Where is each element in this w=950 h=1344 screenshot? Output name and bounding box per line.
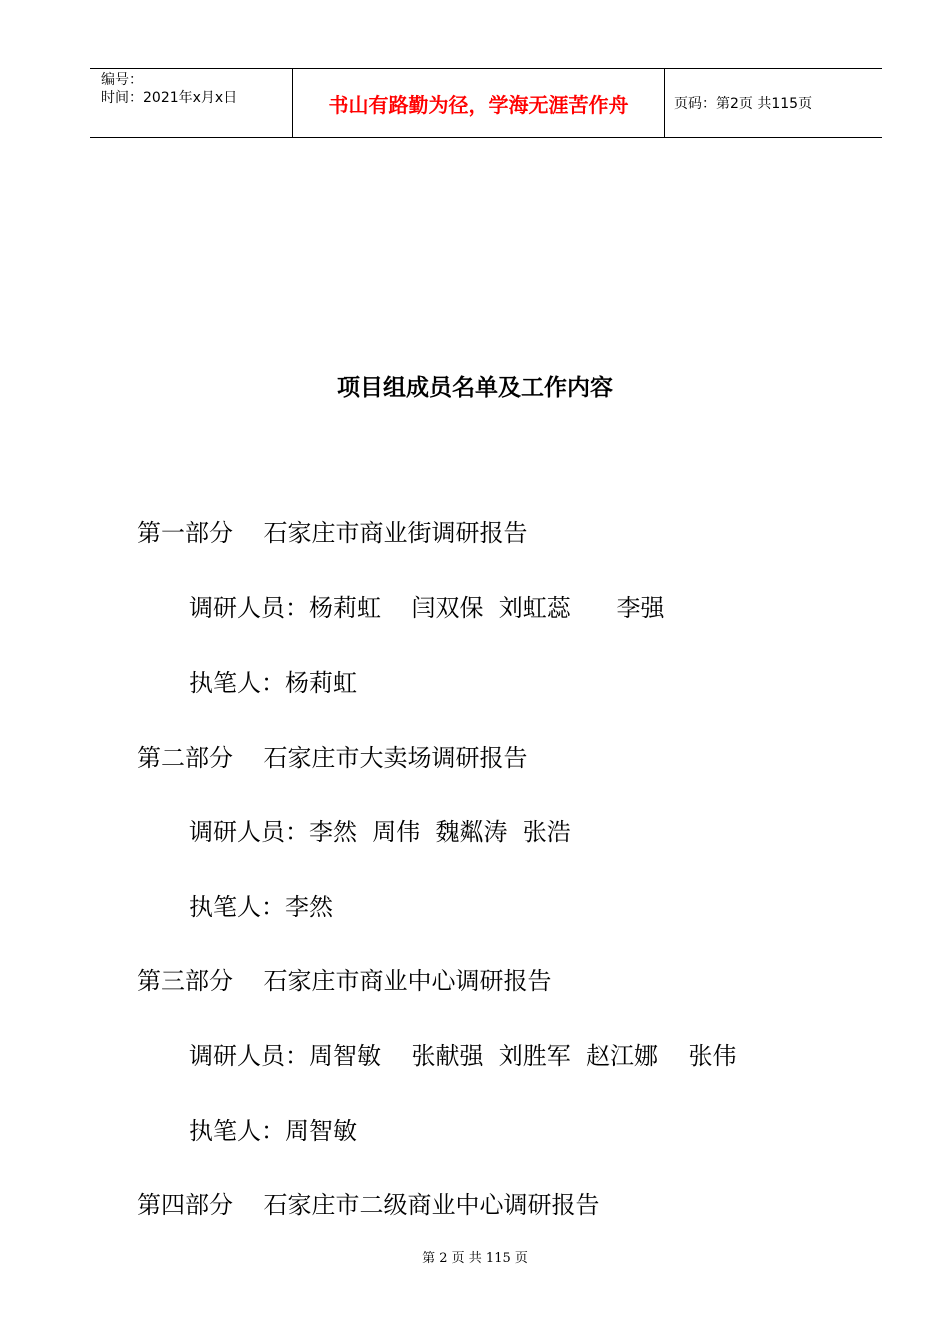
section-researchers-3: 调研人员：周智敏 张献强 刘胜军 赵江娜 张伟 xyxy=(189,1042,737,1070)
header-page-info: 页码：第2页 共115页 xyxy=(674,96,813,112)
section-writer-2: 执笔人：李然 xyxy=(189,893,333,921)
section-researchers-2: 调研人员：李然 周伟 魏粼涛 张浩 xyxy=(189,818,571,846)
section-heading-3: 第三部分 石家庄市商业中心调研报告 xyxy=(137,967,552,995)
section-writer-1: 执笔人：杨莉虹 xyxy=(189,669,357,697)
section-heading-2: 第二部分 石家庄市大卖场调研报告 xyxy=(137,744,528,772)
document-number-label: 编号： xyxy=(101,72,143,88)
page-header xyxy=(90,68,882,138)
header-motto: 书山有路勤为径，学海无涯苦作舟 xyxy=(293,69,665,137)
section-researchers-1: 调研人员：杨莉虹 闫双保 刘虹蕊 李强 xyxy=(189,594,665,622)
page-footer: 第 2 页 共 115 页 xyxy=(422,1251,528,1266)
section-heading-1: 第一部分 石家庄市商业街调研报告 xyxy=(137,519,528,547)
page-title: 项目组成员名单及工作内容 xyxy=(337,375,613,401)
section-heading-4: 第四部分 石家庄市二级商业中心调研报告 xyxy=(137,1191,600,1219)
header-meta xyxy=(90,69,293,137)
section-writer-3: 执笔人：周智敏 xyxy=(189,1117,357,1145)
document-time-label: 时间：2021年x月x日 xyxy=(101,90,238,106)
